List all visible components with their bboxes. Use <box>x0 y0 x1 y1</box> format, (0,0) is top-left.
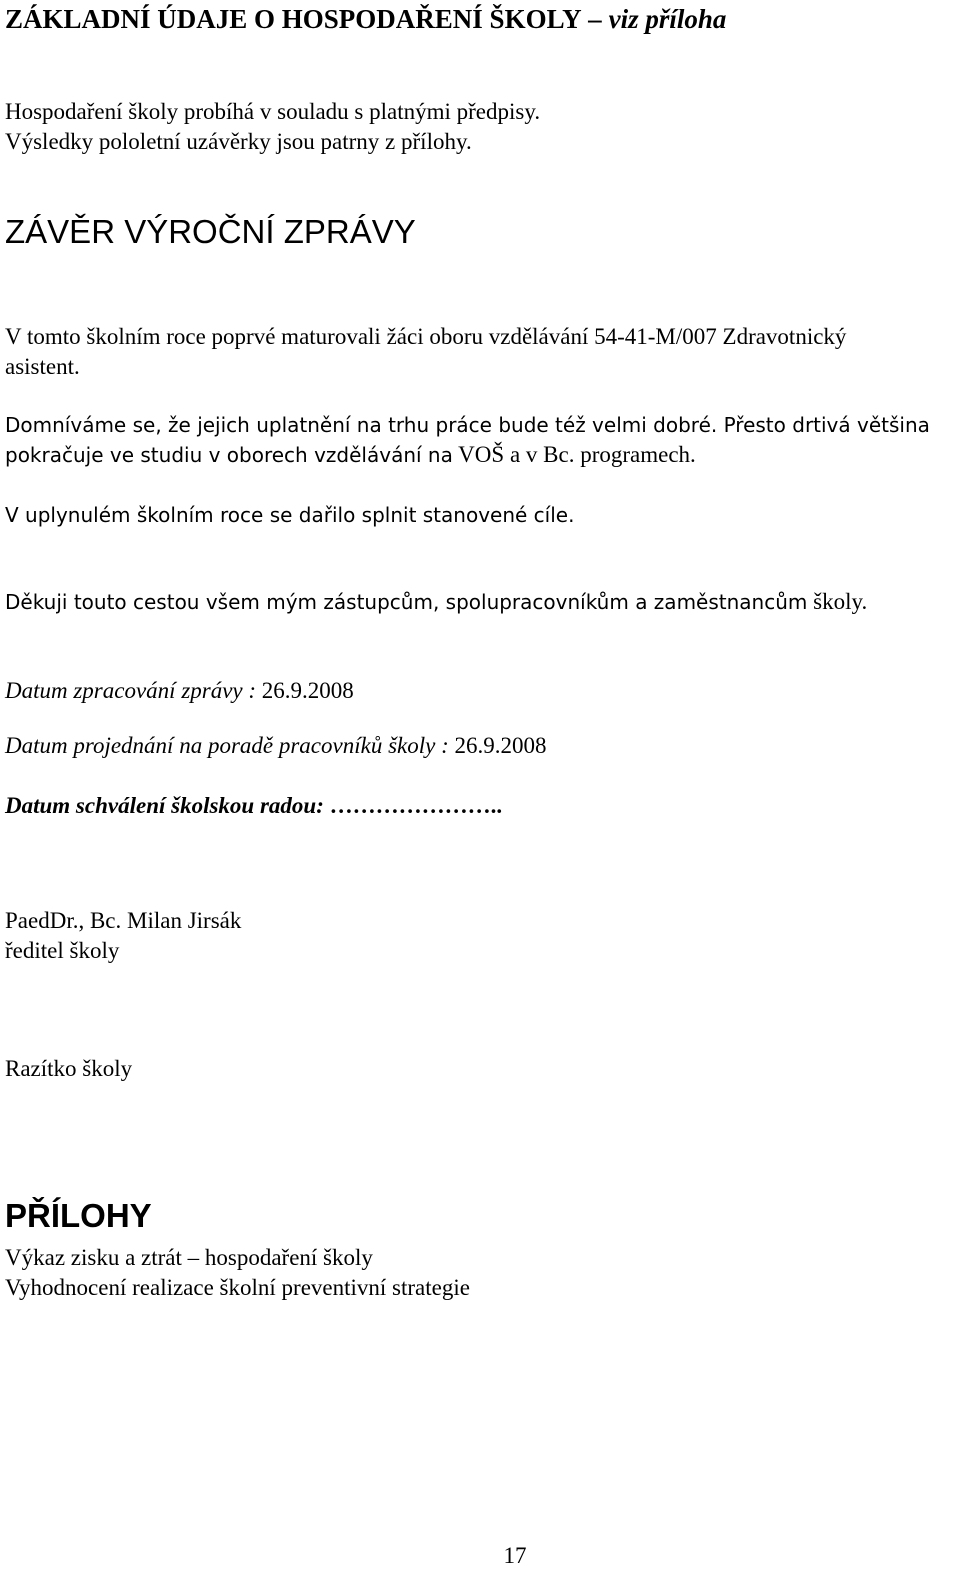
conclusion-p3-part1: V uplynulém školním roce se <box>5 503 293 527</box>
conclusion-p2-line1-part1: Domníváme se, že jejich uplatnění na trhu práce bude též velmi dobré. <box>5 413 718 437</box>
conclusion-p2-line2-part2: VOŠ a v Bc. programech. <box>452 442 696 467</box>
stamp-label: Razítko školy <box>5 1056 133 1081</box>
conclusion-p4 <box>5 587 867 617</box>
processing-date <box>5 676 354 706</box>
heading-economy-main: ZÁKLADNÍ ÚDAJE O HOSPODAŘENÍ ŠKOLY <box>5 4 582 34</box>
economy-text-line2: Výsledky pololetní uzávěrky jsou patrny z přílohy. <box>5 129 472 154</box>
conclusion-p2-line1 <box>5 410 930 440</box>
conclusion-p1-line1: V tomto školním roce poprvé maturovali žáci oboru vzdělávání 54-41-M/007 Zdravotnický <box>5 324 847 349</box>
processing-date-value: 26.9.2008 <box>261 678 354 703</box>
conclusion-p3 <box>5 500 574 530</box>
signature-role: ředitel školy <box>5 938 120 963</box>
attachment-item-1: Výkaz zisku a ztrát – hospodaření školy <box>5 1245 373 1270</box>
conclusion-p3-part2: dařilo splnit stanovené cíle. <box>292 503 575 527</box>
heading-economy <box>5 2 726 36</box>
conclusion-p2-line2 <box>5 440 696 470</box>
approval-date-value: ………………….. <box>323 793 503 818</box>
approval-date-label: Datum schválení školskou radou: <box>5 793 324 818</box>
discussion-date-label: Datum projednání na poradě pracovníků školy : <box>5 733 449 758</box>
heading-economy-suffix: – viz příloha <box>581 4 727 34</box>
approval-date <box>5 791 502 821</box>
discussion-date-value: 26.9.2008 <box>454 733 547 758</box>
heading-attachments: PŘÍLOHY <box>5 1197 152 1234</box>
conclusion-p1-line2: asistent. <box>5 354 80 379</box>
attachment-item-2: Vyhodnocení realizace školní preventivní strategie <box>5 1275 470 1300</box>
conclusion-p2-line2-part1: pokračuje ve studiu v oborech vzdělávání na <box>5 443 453 467</box>
page-number: 17 <box>503 1543 527 1568</box>
conclusion-p2-line1-part2: Přesto drtivá většina <box>717 413 930 437</box>
discussion-date <box>5 731 547 761</box>
heading-conclusion: ZÁVĚR VÝROČNÍ ZPRÁVY <box>5 213 416 250</box>
processing-date-label: Datum zpracování zprávy : <box>5 678 257 703</box>
signature-name: PaedDr., Bc. Milan Jirsák <box>5 908 242 933</box>
conclusion-p4-part2: školy. <box>807 589 868 614</box>
conclusion-p4-part1: Děkuji touto cestou všem mým zástupcům, spolupracovníkům a zaměstnancům <box>5 590 808 614</box>
economy-text-line1: Hospodaření školy probíhá v souladu s platnými předpisy. <box>5 99 541 124</box>
